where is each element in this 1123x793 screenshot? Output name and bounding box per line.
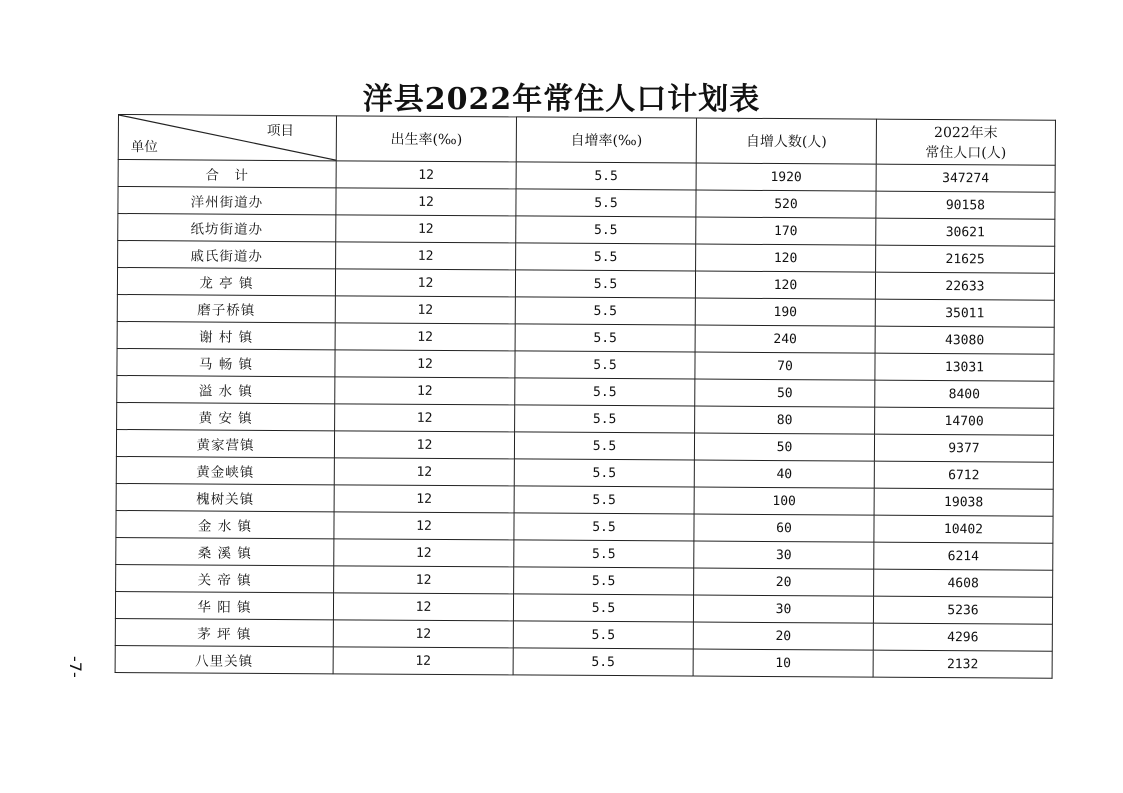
cell-population: 21625: [876, 245, 1055, 273]
cell-population: 90158: [876, 191, 1055, 219]
corner-header: [118, 115, 336, 161]
cell-growth-rate: 5.5: [513, 621, 693, 649]
cell-population: 22633: [875, 272, 1054, 300]
cell-growth-count: 40: [694, 460, 874, 488]
cell-growth-count: 80: [695, 406, 875, 434]
cell-population: 13031: [875, 353, 1054, 381]
table-row: [115, 645, 1052, 678]
cell-unit: 八里关镇: [115, 645, 333, 673]
cell-growth-count: 1920: [696, 163, 876, 191]
cell-growth-count: 100: [694, 487, 874, 515]
cell-birth-rate: 12: [333, 647, 513, 675]
cell-birth-rate: 12: [334, 539, 514, 567]
cell-birth-rate: 12: [336, 242, 516, 270]
cell-unit: 桑 溪 镇: [116, 537, 334, 565]
cell-unit: 龙 亭 镇: [117, 268, 335, 296]
cell-unit: 茅 坪 镇: [115, 618, 333, 646]
cell-population: 6712: [874, 461, 1053, 489]
cell-unit: 纸坊街道办: [118, 214, 336, 242]
cell-growth-rate: 5.5: [513, 648, 693, 676]
cell-birth-rate: 12: [336, 161, 516, 189]
cell-unit: 黄家营镇: [116, 429, 334, 457]
cell-unit: 戚氏街道办: [118, 241, 336, 269]
cell-population: 2132: [873, 650, 1052, 678]
cell-population: 19038: [874, 488, 1053, 516]
table-body: [115, 160, 1055, 679]
page-title: 洋县2022年常住人口计划表: [362, 82, 761, 117]
cell-growth-rate: 5.5: [515, 270, 695, 298]
cell-growth-rate: 5.5: [514, 432, 694, 460]
header-row: [118, 115, 1055, 166]
cell-population: 8400: [875, 380, 1054, 408]
corner-unit-label: 单位: [130, 139, 158, 156]
cell-growth-rate: 5.5: [514, 459, 694, 487]
cell-population: 4296: [873, 623, 1052, 651]
cell-growth-count: 20: [693, 622, 873, 650]
cell-population: 14700: [875, 407, 1054, 435]
col-header-population: [876, 119, 1055, 165]
cell-growth-rate: 5.5: [515, 405, 695, 433]
cell-birth-rate: 12: [335, 377, 515, 405]
cell-growth-rate: 5.5: [515, 378, 695, 406]
cell-growth-count: 170: [696, 217, 876, 245]
cell-growth-count: 50: [694, 433, 874, 461]
cell-birth-rate: 12: [333, 620, 513, 648]
cell-unit: 溢 水 镇: [117, 375, 335, 403]
cell-birth-rate: 12: [335, 404, 515, 432]
cell-growth-rate: 5.5: [514, 567, 694, 595]
cell-growth-count: 120: [695, 271, 875, 299]
cell-unit: 华 阳 镇: [115, 591, 333, 619]
cell-unit: 黄 安 镇: [117, 402, 335, 430]
cell-growth-count: 50: [695, 379, 875, 407]
population-plan-table: [115, 114, 1056, 679]
cell-birth-rate: 12: [336, 215, 516, 243]
cell-population: 4608: [874, 569, 1053, 597]
cell-birth-rate: 12: [336, 188, 516, 216]
cell-growth-rate: 5.5: [516, 243, 696, 271]
corner-item-label: 项目: [266, 122, 294, 140]
col-header-birth-rate: 出生率(‰): [336, 116, 516, 162]
cell-population: 347274: [876, 164, 1055, 192]
cell-population: 30621: [876, 218, 1055, 246]
col-header-growth-count: 自增人数(人): [696, 118, 876, 164]
cell-birth-rate: 12: [334, 458, 514, 486]
cell-unit: 金 水 镇: [116, 510, 334, 538]
cell-population: 6214: [874, 542, 1053, 570]
cell-growth-count: 60: [694, 514, 874, 542]
col-header-population-line1: 2022年末: [934, 124, 998, 142]
col-header-population-line2: 常住人口(人): [925, 144, 1007, 162]
cell-population: 43080: [875, 326, 1054, 354]
cell-growth-count: 30: [694, 541, 874, 569]
cell-growth-count: 190: [695, 298, 875, 326]
cell-growth-rate: 5.5: [516, 162, 696, 190]
cell-birth-rate: 12: [335, 269, 515, 297]
cell-growth-rate: 5.5: [514, 513, 694, 541]
cell-birth-rate: 12: [334, 566, 514, 594]
cell-unit: 洋州街道办: [118, 187, 336, 215]
cell-birth-rate: 12: [335, 323, 515, 351]
cell-growth-rate: 5.5: [515, 297, 695, 325]
cell-growth-count: 10: [693, 649, 873, 677]
cell-growth-rate: 5.5: [516, 189, 696, 217]
col-header-growth-rate: 自增率(‰): [516, 117, 696, 163]
cell-growth-count: 120: [696, 244, 876, 272]
cell-unit: 磨子桥镇: [117, 294, 335, 322]
cell-growth-count: 520: [696, 190, 876, 218]
cell-population: 35011: [875, 299, 1054, 327]
cell-unit: 马 畅 镇: [117, 348, 335, 376]
cell-growth-rate: 5.5: [513, 594, 693, 622]
cell-unit: 关 帝 镇: [116, 564, 334, 592]
cell-growth-rate: 5.5: [514, 486, 694, 514]
cell-growth-rate: 5.5: [516, 216, 696, 244]
cell-birth-rate: 12: [334, 431, 514, 459]
cell-growth-rate: 5.5: [514, 540, 694, 568]
cell-birth-rate: 12: [335, 350, 515, 378]
cell-unit: 合 计: [118, 160, 336, 188]
cell-birth-rate: 12: [333, 593, 513, 621]
cell-growth-rate: 5.5: [515, 351, 695, 379]
cell-birth-rate: 12: [334, 485, 514, 513]
cell-birth-rate: 12: [335, 296, 515, 324]
cell-unit: 谢 村 镇: [117, 321, 335, 349]
page-number-text: -7-: [66, 656, 85, 678]
cell-growth-count: 30: [693, 595, 873, 623]
cell-population: 9377: [874, 434, 1053, 462]
page-number-mark: [66, 656, 85, 678]
cell-growth-rate: 5.5: [515, 324, 695, 352]
cell-unit: 黄金峡镇: [116, 456, 334, 484]
cell-growth-count: 20: [694, 568, 874, 596]
cell-growth-count: 70: [695, 352, 875, 380]
cell-unit: 槐树关镇: [116, 483, 334, 511]
cell-growth-count: 240: [695, 325, 875, 353]
cell-population: 10402: [874, 515, 1053, 543]
cell-birth-rate: 12: [334, 512, 514, 540]
cell-population: 5236: [873, 596, 1052, 624]
